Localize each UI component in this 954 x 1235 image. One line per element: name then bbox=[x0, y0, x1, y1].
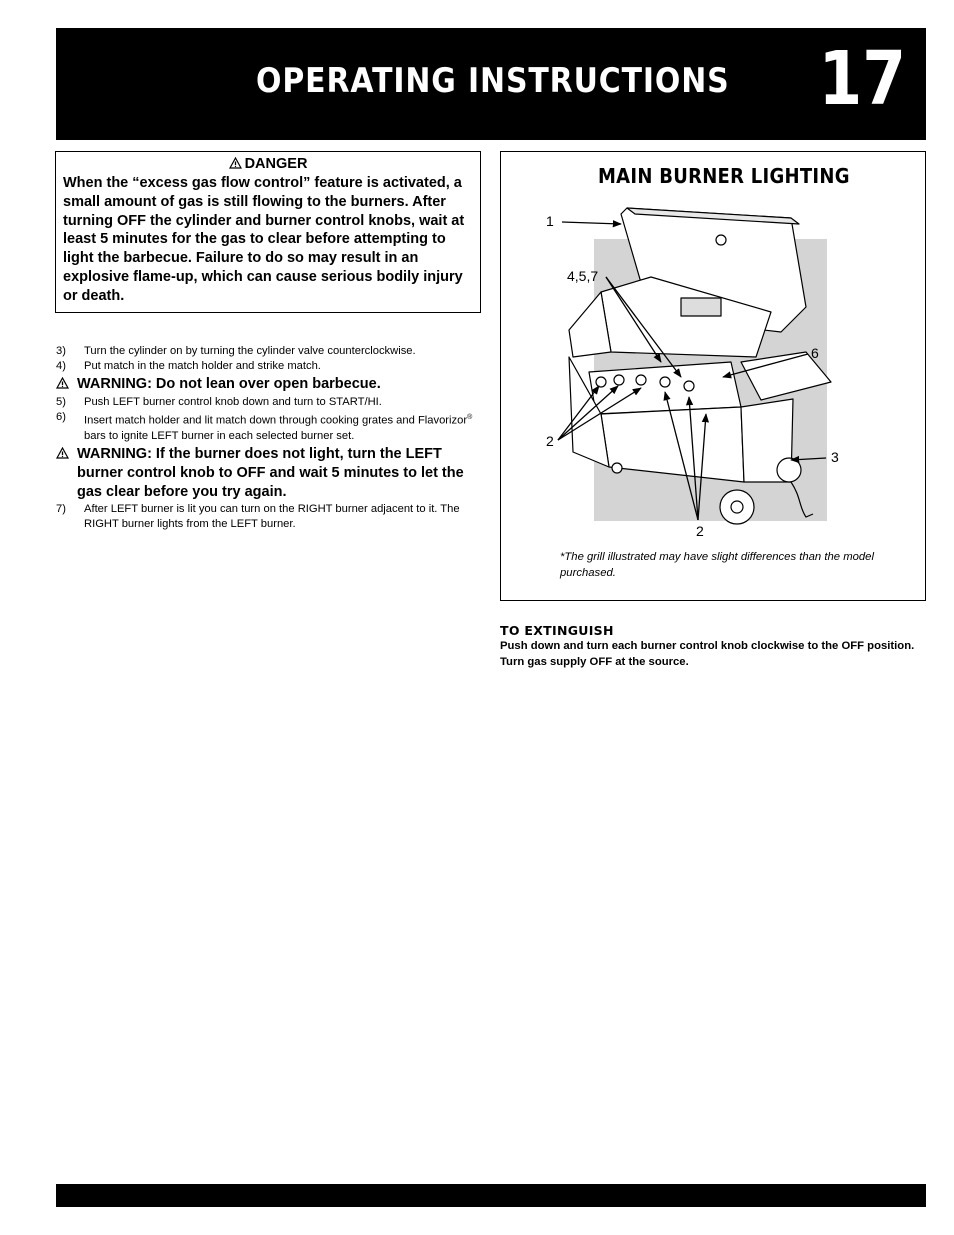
warning-triangle-icon bbox=[229, 157, 242, 169]
burner-knob bbox=[596, 377, 606, 387]
step-7 bbox=[56, 502, 486, 532]
step-number: 3) bbox=[56, 345, 66, 357]
page-number: 17 bbox=[818, 36, 906, 122]
step-6 bbox=[56, 410, 486, 444]
extinguish-title: TO EXTINGUISH bbox=[500, 623, 614, 638]
burner-knob bbox=[636, 375, 646, 385]
danger-box bbox=[55, 151, 481, 313]
page-title: OPERATING INSTRUCTIONS bbox=[256, 61, 730, 101]
step-number: 5) bbox=[56, 396, 66, 408]
burner-knob bbox=[660, 377, 670, 387]
grill-wheel bbox=[777, 458, 801, 482]
step-5 bbox=[56, 395, 486, 410]
extinguish-text: Push down and turn each burner control knob clockwise to the OFF position. Turn gas supply OFF at the source. bbox=[500, 640, 915, 668]
lighting-steps bbox=[56, 344, 486, 533]
callout-4-5-7: 4,5,7 bbox=[567, 268, 599, 284]
step-3 bbox=[56, 344, 486, 359]
warning-no-light bbox=[56, 445, 486, 501]
step-text: Put match in the match holder and strike match. bbox=[84, 360, 321, 373]
danger-label: DANGER bbox=[244, 156, 308, 172]
warning-text: WARNING: Do not lean over open barbecue. bbox=[77, 376, 381, 393]
grill-illustration bbox=[501, 152, 927, 602]
callout-6: 6 bbox=[811, 345, 819, 361]
burner-knob bbox=[614, 375, 624, 385]
step-text: Turn the cylinder on by turning the cylinder valve counterclockwise. bbox=[84, 345, 416, 357]
warning-lean bbox=[56, 375, 486, 394]
step-4 bbox=[56, 359, 486, 374]
warning-text: WARNING: If the burner does not light, turn the LEFT burner control knob to OFF and wait 5 minutes to let the gas clear before you try again. bbox=[77, 446, 464, 500]
callout-1: 1 bbox=[546, 213, 554, 229]
step-text-a: Insert match holder and lit match down through cooking grates and Flavorizor bbox=[84, 414, 468, 427]
header-bar bbox=[56, 28, 926, 140]
step-number: 6) bbox=[56, 411, 66, 424]
danger-heading bbox=[56, 156, 480, 172]
warning-triangle-icon bbox=[56, 447, 69, 459]
warning-triangle-icon bbox=[56, 377, 69, 389]
step-text-b: bars to ignite LEFT burner in each selected burner set. bbox=[84, 430, 355, 443]
callout-3: 3 bbox=[831, 449, 839, 465]
danger-text: When the “excess gas flow control” feature is activated, a small amount of gas is still flowing to the burners. After turning OFF the cylinder and burner control knobs, wait at least 5 minutes for the gas to clear before attempting to light the barbecue. Failure to do so may result in an explosive flame-up, which can cause serious bodily injury or death. bbox=[63, 175, 465, 304]
step-text: Push LEFT burner control knob down and turn to START/HI. bbox=[84, 396, 382, 408]
figure-title: MAIN BURNER LIGHTING bbox=[598, 164, 850, 188]
step-number: 7) bbox=[56, 503, 66, 516]
footer-bar bbox=[56, 1184, 926, 1207]
registered-mark: ® bbox=[467, 414, 473, 422]
callout-2-bottom: 2 bbox=[696, 523, 704, 539]
step-text: After LEFT burner is lit you can turn on the RIGHT burner adjacent to it. The RIGHT burner lights from the LEFT burner. bbox=[84, 503, 460, 531]
callout-2-left: 2 bbox=[546, 433, 554, 449]
figure-note: *The grill illustrated may have slight differences than the model purchased. bbox=[560, 551, 874, 579]
burner-knob bbox=[684, 381, 694, 391]
step-number: 4) bbox=[56, 360, 66, 373]
figure-box bbox=[500, 151, 926, 601]
